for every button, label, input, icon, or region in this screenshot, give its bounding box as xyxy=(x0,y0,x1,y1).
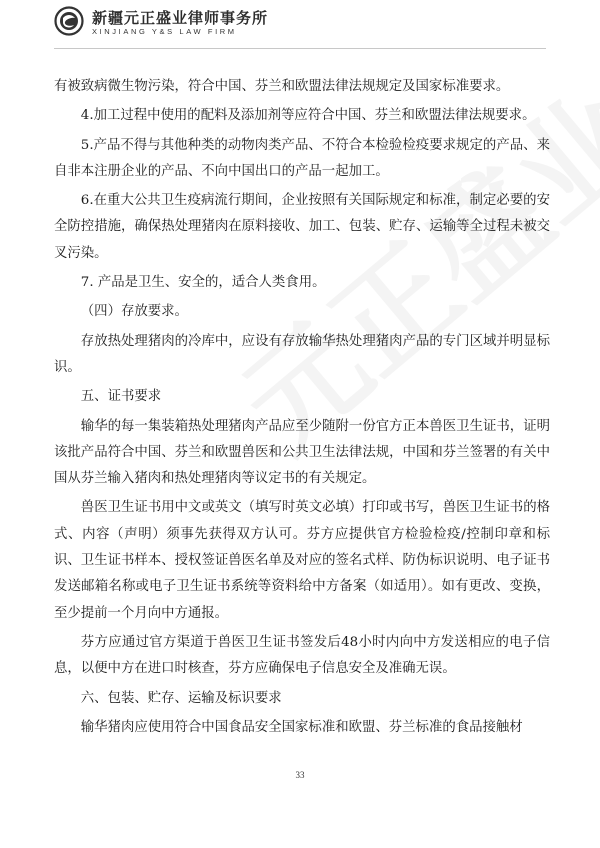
ys-logo-icon xyxy=(54,6,84,36)
page-number: 33 xyxy=(295,770,305,780)
paragraph: 兽医卫生证书用中文或英文（填写时英文必填）打印或书写，兽医卫生证书的格式、内容（声明）须事先获得双方认可。芬方应提供官方检验检疫/控制印章和标识、卫生证书样本、授权签证兽医名单及对应的签名式样、防伪标识说明、电子证书发送邮箱名称或电子卫生证书系统等资料给中方备案（如适用）。如有更改、变换，至少提前一个月向中方通报。 xyxy=(54,500,550,621)
paragraph: 7. 产品是卫生、安全的，适合人类食用。 xyxy=(80,275,326,291)
letterhead xyxy=(54,4,554,44)
paragraph: 5.产品不得与其他种类的动物肉类产品、不符合本检验检疫要求规定的产品、来自非本注册企业的产品、不向中国出口的产品一起加工。 xyxy=(54,137,550,179)
paragraph: 4.加工过程中使用的配料及添加剂等应符合中国、芬兰和欧盟法律法规要求。 xyxy=(80,108,536,124)
paragraph: 有被致病微生物污染，符合中国、芬兰和欧盟法律法规规定及国家标准要求。 xyxy=(54,79,510,94)
section-heading: （四）存放要求。 xyxy=(80,304,188,320)
section-heading: 六、包装、贮存、运输及标识要求 xyxy=(80,690,282,706)
document-body xyxy=(54,74,550,741)
firm-name-cn: 新疆元正盛业律师事务所 xyxy=(92,9,269,27)
paragraph: 芬方应通过官方渠道于兽医卫生证书签发后48小时内向中方发送相应的电子信息，以便中方在进口时核查，芬方应确保电子信息安全及准确无误。 xyxy=(54,634,550,677)
firm-name-en: XINJIANG Y&S LAW FIRM xyxy=(92,27,237,36)
paragraph: 6.在重大公共卫生疫病流行期间，企业按照有关国际规定和标准，制定必要的安全防控措施，确保热处理猪肉在原料接收、加工、包装、贮存、运输等全过程未被交叉污染。 xyxy=(54,193,550,261)
section-heading: 五、证书要求 xyxy=(80,389,162,405)
header-divider xyxy=(54,48,546,49)
paragraph: 输华猪肉应使用符合中国食品安全国家标准和欧盟、芬兰标准的食品接触材 xyxy=(80,719,523,735)
paragraph: 输华的每一集装箱热处理猪肉产品应至少随附一份官方正本兽医卫生证书，证明该批产品符合中国、芬兰和欧盟兽医和公共卫生法律法规，中国和芬兰签署的有关中国从芬兰输入猪肉和热处理猪肉等议定书的有关规定。 xyxy=(54,418,550,487)
paragraph: 存放热处理猪肉的冷库中，应设有存放输华热处理猪肉产品的专门区域并明显标识。 xyxy=(54,333,550,375)
